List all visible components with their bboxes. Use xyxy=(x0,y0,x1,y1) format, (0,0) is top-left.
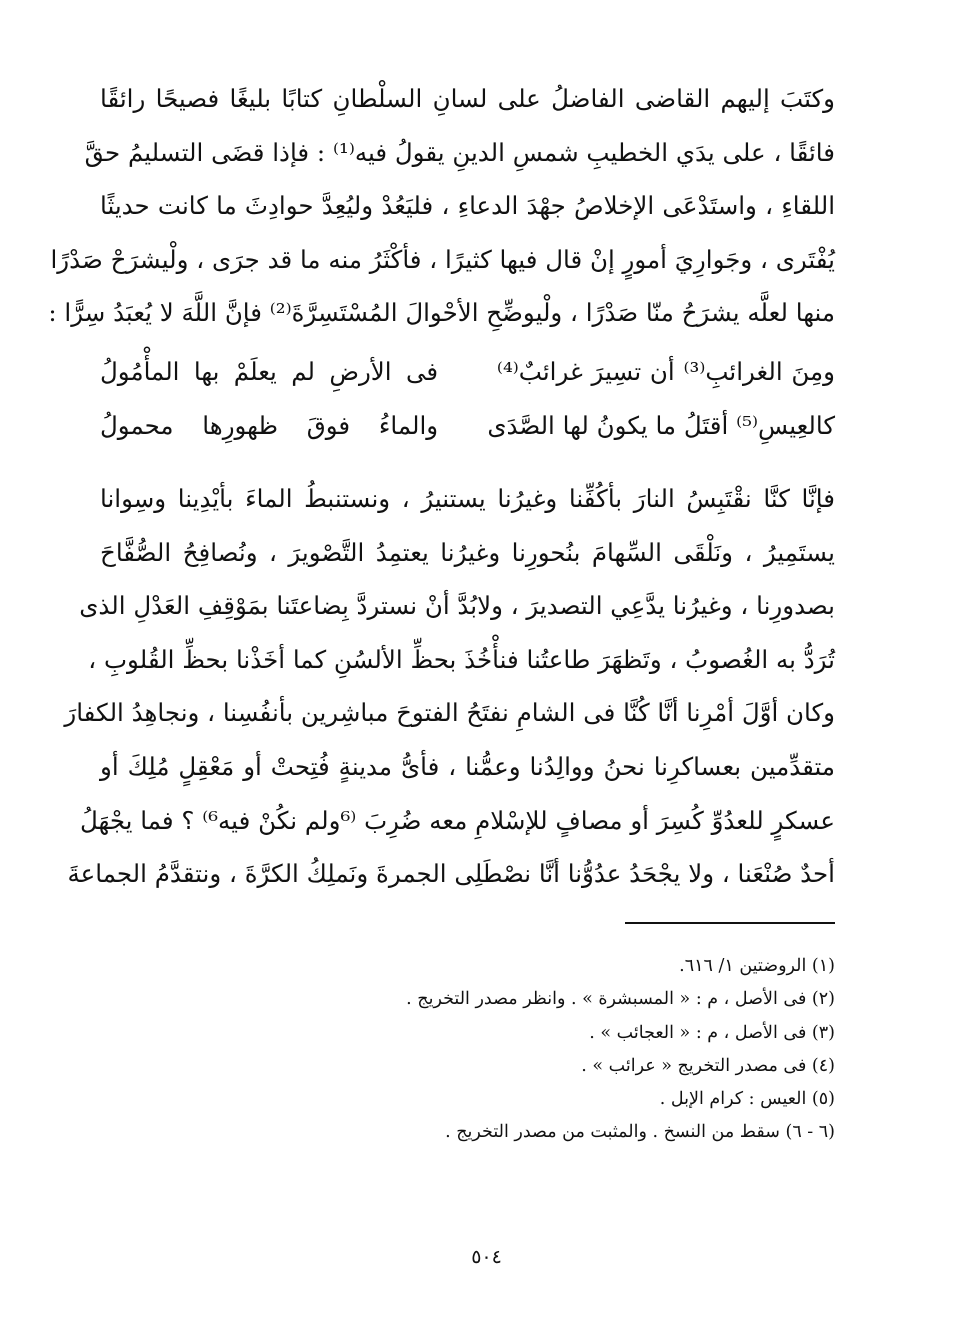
text-line: فائقًا ، على يدَي الخطيبِ شمسِ الدينِ يقولُ فيه⁽¹⁾ : فإذا قضَى التسليمُ حقَّ xyxy=(84,137,835,167)
text-line: وكان أوَّلَ أمْرِنا أنَّا كُنَّا فى الشامِ نفتَحُ الفتوحَ مباشِرين بأنفُسِنا ، ونجاهِدُ الكفارَ xyxy=(64,698,835,728)
text-line: متقدِّمين بعساكرِنا نحنُ ووالِدُنا وعمُّنا ، فأىُّ مدينةٍ فُتِحتْ أو مَعْقِلٍ مُلِكَ أو xyxy=(100,751,835,781)
poetry-verses xyxy=(100,345,835,453)
text-line: بصدورِنا ، وغيرُنا يدَّعِي التصديرَ ، ولابُدَّ أنْ نستردَّ بِضاعتَنا بمَوْقِفِ العَدْلِ الذى xyxy=(79,591,835,621)
footnote: (٦ - ٦) سقط من النسخ . والمثبت من مصدر التخريج . xyxy=(445,1122,835,1143)
text-line: منها لعلَّه يشرَحُ منّا صَدْرًا ، ولْيوضِّحِ الأحْوالَ المُسْتَسِرَّةَ⁽²⁾ فإنَّ اللَّهَ لا يُعبَدُ سِرًّا : xyxy=(48,298,835,328)
verse-line xyxy=(100,345,835,399)
footnote: (٢) فى الأصل ، م : « المسبشرة » . وانظر مصدر التخريج . xyxy=(406,989,835,1010)
text-line: فإنَّا كنَّا نقْتَبِسُ النارَ بأكُفِّنا وغيرُنا يستنيرُ ، ونستنبطُ الماءَ بأيْدِينا وسِوانا xyxy=(100,484,835,513)
text-line: يُفْتَرى ، وجَوارِيَ أمورٍ إنْ قال فيها كثيرًا ، فأكْثَرُ منه ما قد جرَى ، ولْيشرَحْ صَدْرًا xyxy=(50,244,835,274)
text-line: أحدٌ صُنْعَنا ، ولا يجْحَدُ عدُوُّنا أنَّا نصْطَلِى الجمرةَ ونَملِكُ الكرَّةَ ، ونتقدَّمُ الجماعةَ xyxy=(67,859,835,889)
text-line: اللقاءِ ، واستَدْعَى الإخلاصُ جهْدَ الدعاءِ ، فليَعُدْ وليُعِدَّ حوادِثَ ما كانت حديثًا xyxy=(100,191,835,221)
footnotes xyxy=(100,950,835,1150)
text-line: يستَمِيرُ ، ونَلْقَى السِّهامَ بنُحورِنا وغيرُنا يعتمِدُ التَّصْويرَ ، ونُصافِحُ الصُّفَّاحَ xyxy=(100,537,835,567)
footnote: (٤) فى مصدر التخريج « عرائب » . xyxy=(581,1055,835,1076)
footnote: (١) الروضتين ١/ ٦١٦. xyxy=(679,956,835,976)
footnote: (٣) فى الأصل ، م : « العجائب » . xyxy=(589,1022,835,1043)
footnote: (٥) العيس : كرام الإبل . xyxy=(659,1089,835,1110)
verse-second-hemistich: والماءُ فوقَ ظهورِها محمولُ xyxy=(100,411,439,440)
verse-first-hemistich: ومِنَ الغرائبِ⁽³⁾ أن تسِيرَ غرائبٌ⁽⁴⁾ xyxy=(496,357,836,386)
page-number: ٥٠٤ xyxy=(471,1246,502,1268)
text-line: عسكرٍ للعدُوِّ كُسِرَ أو مصافٍ للإسْلامِ معه ضُرِبَ ⁽⁶ولم نكُنْ فيه⁶⁾ ؟ فما يجْهَلُ xyxy=(80,805,835,835)
verse-first-hemistich: كالعِيسِ⁽⁵⁾ أقتَلُ ما يكونُ لها الصَّدَى xyxy=(487,411,835,440)
footnote-separator xyxy=(625,922,835,924)
text-line: تُرَدُّ به الغُصوبُ ، وتَظهَرَ طاعتُنا فنأْخُذَ بحظِّ الألسُنِ كما أخَذْنا بحظِّ القُلوبِ ، xyxy=(88,644,835,674)
text-line: وكتَبَ إليهم القاضى الفاضلُ على لسانِ السلْطانِ كتابًا بليغًا فصيحًا رائقًا xyxy=(100,84,835,113)
verse-second-hemistich: فى الأرضِ لم يعلَمْ بها المأْمُولُ xyxy=(100,357,439,386)
paragraph-2 xyxy=(64,472,835,901)
paragraph-1 xyxy=(48,72,835,340)
verse-line xyxy=(100,399,835,453)
